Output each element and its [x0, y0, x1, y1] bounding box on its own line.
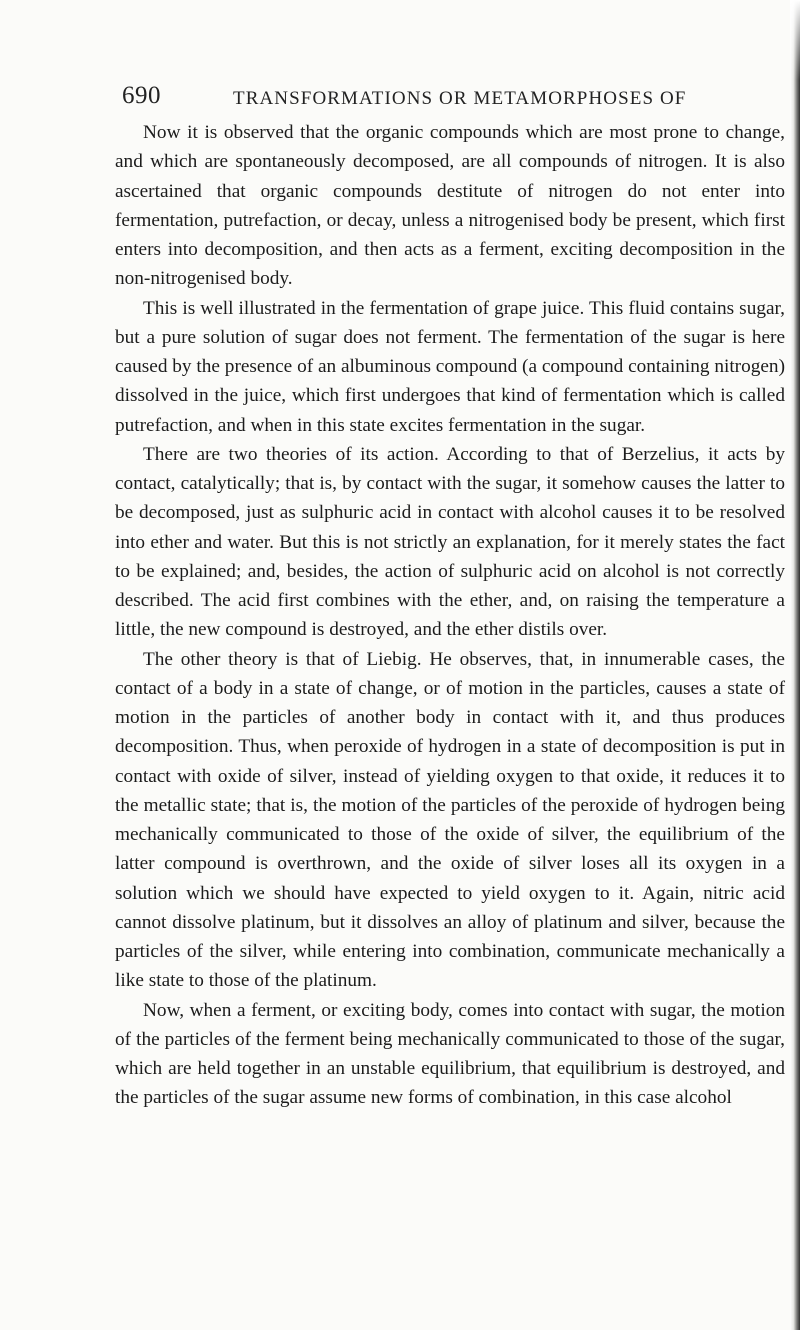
paragraph: Now it is observed that the organic compounds which are most prone to change, and which are spontaneously decomposed, are all compounds of nitrogen. It is also ascertained that organic compounds destitute of nitrogen do not enter into fermentation, putrefaction, or decay, unless a nitrogenised body be present, which first enters into decomposition, and then acts as a ferment, exciting decomposition in the non-nitrogenised body. [115, 122, 785, 290]
paragraph: The other theory is that of Liebig. He observes, that, in innumerable cases, the contact of a body in a state of change, or of motion in the particles, causes a state of motion in the particles of another body in contact with it, and thus produces decomposition. Thus, when peroxide of hydrogen in a state of decomposition is put in contact with oxide of silver, instead of yielding oxygen to that oxide, it reduces it to the metallic state; that is, the motion of the particles of the peroxide of hydrogen being mechanically communicated to those of the oxide of silver, the equilibrium of the latter compound is overthrown, and the oxide of silver loses all its oxygen in a solution which we should have expected to yield oxygen to it. Again, nitric acid cannot dissolve platinum, but it dissolves an alloy of platinum and silver, because the particles of the silver, while entering into combination, communicate mechanically a like state to those of the platinum. [115, 648, 785, 992]
running-head: TRANSFORMATIONS OR METAMORPHOSES OF [233, 88, 687, 109]
page-number: 690 [122, 82, 161, 109]
page-edge-highlight [790, 0, 800, 80]
paragraph: Now, when a ferment, or exciting body, comes into contact with sugar, the motion of the particles of the ferment being mechanically communicated to those of the sugar, which are held together in an unstable equilibrium, that equilibrium is destroyed, and the particles of the sugar assume new forms of combination, in this case alcohol [115, 999, 785, 1109]
page-header [122, 82, 782, 112]
page-edge-shadow [790, 0, 800, 1330]
body-text [115, 118, 785, 1113]
paragraph: There are two theories of its action. According to that of Berzelius, it acts by contact, catalytically; that is, by contact with the sugar, it somehow causes the latter to be decomposed, just as sulphuric acid in contact with alcohol causes it to be resolved into ether and water. But this is not strictly an explanation, for it merely states the fact to be explained; and, besides, the action of sulphuric acid on alcohol is not correctly described. The acid first combines with the ether, and, on raising the temperature a little, the new compound is destroyed, and the ether distils over. [115, 443, 785, 641]
paragraph: This is well illustrated in the fermentation of grape juice. This fluid contains sugar, but a pure solution of sugar does not ferment. The fermentation of the sugar is here caused by the presence of an albuminous compound (a compound containing nitrogen) dissolved in the juice, which first undergoes that kind of fermentation which is called putrefaction, and when in this state excites fermentation in the sugar. [115, 297, 785, 436]
